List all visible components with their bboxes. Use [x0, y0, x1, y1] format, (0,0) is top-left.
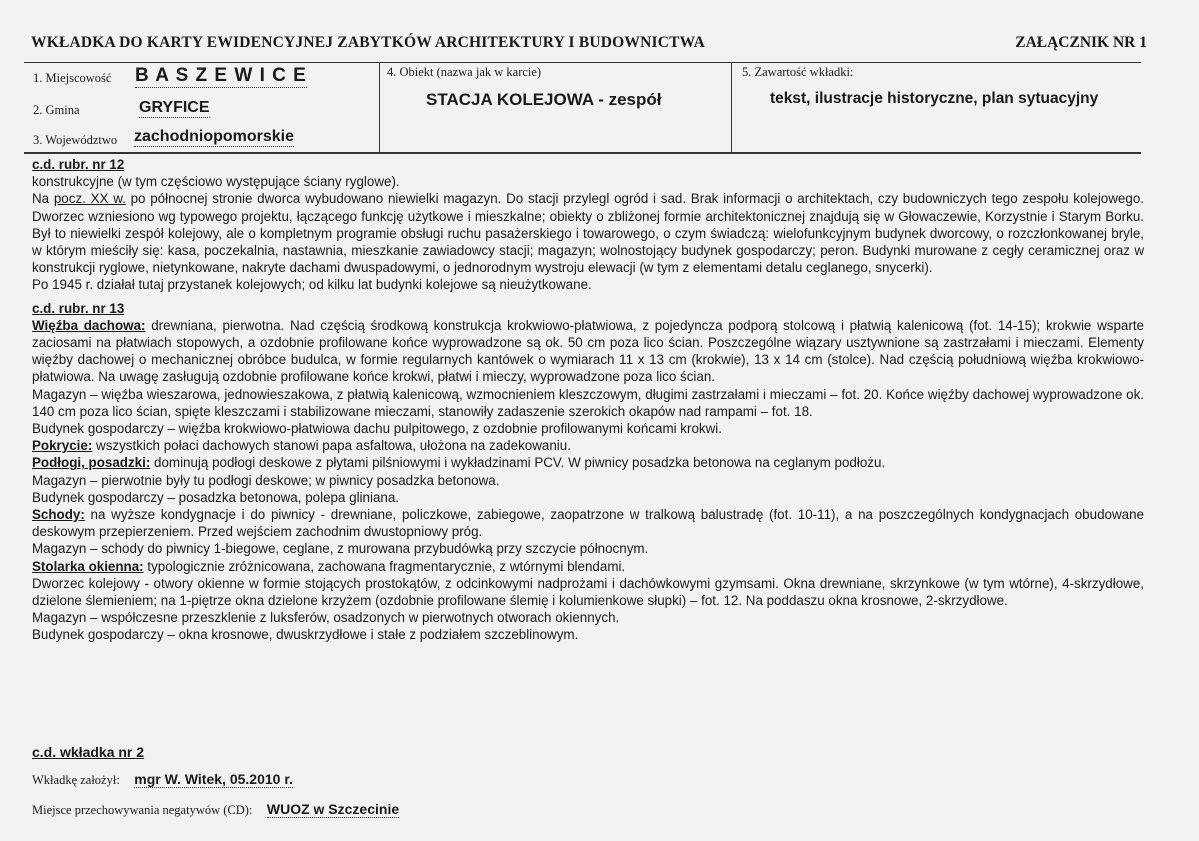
- floor-heading: Podłogi, posadzki:: [32, 455, 151, 471]
- date-underlined: pocz. XX w.: [53, 191, 126, 207]
- locality-value: B A S Z E W I C E: [135, 65, 307, 86]
- section-12-paragraph: konstrukcyjne (w tym częściowo występujące ściany ryglowe).: [32, 174, 400, 190]
- contents-value: tekst, ilustracje historyczne, plan sytuacyjny: [770, 90, 1099, 107]
- stairs-warehouse-paragraph: Magazyn – schody do piwnicy 1-biegowe, ceglane, z murowana przybudówką przy szczycie północnym.: [32, 541, 649, 557]
- object-column: [379, 63, 732, 152]
- author-line: [32, 771, 1132, 789]
- windows-heading: Stolarka okienna:: [32, 558, 144, 574]
- stairs-heading: Schody:: [32, 507, 85, 523]
- commune-label: 2. Gmina: [33, 103, 80, 117]
- text-run: na wyższe kondygnacje i do piwnicy - drewniane, policzkowe, zabiegowe, zaopatrzone w tralkową balustradę (fot. 10-11), a na poszczególnych kondygnacjach obudowane deskowym przepierzeniem. Przed wejściem zachodnim dwustopniowy próg.: [32, 507, 1144, 540]
- contents-column: [731, 63, 1141, 152]
- negatives-line: [32, 801, 1132, 819]
- roof-warehouse-paragraph: Magazyn – więźba wieszarowa, jednowieszakowa, z płatwią kalenicową, wzmocnieniem kleszczowym, długimi zastrzałami i mieczami – fot. 20. Końce więźby dachowej wyprowadzone ok. 140 cm poza lico ścian, spięte kleszczami i stabilizowane mieczami, stanowiły zadaszenie szerokich okapów nad rampami – fot. 18.: [32, 386, 1144, 419]
- text-run: Na: [32, 191, 54, 207]
- windows-warehouse-paragraph: Magazyn – współczesne przeszklenie z luksferów, osadzonych w pierwotnych otworach okiennych.: [32, 610, 620, 626]
- annex-number: ZAŁĄCZNIK NR 1: [1015, 34, 1147, 51]
- windows-paragraph: [32, 558, 1144, 575]
- floor-warehouse-paragraph: Magazyn – pierwotnie były tu podłogi deskowe; w piwnicy posadzka betonowa.: [32, 472, 500, 488]
- contents-label: 5. Zawartość wkładki:: [742, 65, 854, 79]
- voivodeship-label: 3. Województwo: [33, 133, 118, 147]
- text-run: po północnej stronie dworca wybudowano niewielki magazyn. Do stacji przylegl ogród i sad. Brak informacji o architektach, czy budowniczych tego zespołu kolejowego. Dworzec wzniesiono wg typowego projektu, łączącego funkcję użytkowe i mieszkalne; obiekty o zbliżonej formie architektonicznej znajdują się w Głowaczewie, Korzystnie i Starym Borku. Był to niewielki zespół kolejowy, ale o kompletnym programie obsługi ruchu pasażerskiego i towarowego, o czym świadczą: wielofunkcyjnym budynek dworcowy, o rozczłonkowanej bryle, w którym mieściły się: kasa, poczekalnia, nastawnia, mieszkanie zawiadowcy stacji; magazyn; wolnostojący budynek gospodarczy; peron. Budynki murowane z cegły ceramicznej oraz w konstrukcji ryglowe, nietynkowane, nakryte dachami dwuspadowymi, o jednorodnym wystroju elewacji (w tym z elementami detalu ceglanego, snycerki).: [32, 191, 1144, 276]
- roof-heading: Więźba dachowa:: [32, 317, 146, 333]
- floor-farm-paragraph: Budynek gospodarczy – posadzka betonowa, polepa gliniana.: [32, 489, 400, 505]
- commune-value: GRYFICE: [139, 99, 210, 116]
- text-run: typologicznie zróżnicowana, zachowana fragmentarycznie, z wtórnymi blendami.: [143, 558, 626, 574]
- windows-station-paragraph: Dworzec kolejowy - otwory okienne w formie stojących prostokątów, z odcinkowymi nadprożami i dachówkowymi gzymsami. Okna drewniane, skrzynkowe (w tym wtórne), 4-skrzydłowe, dzielone ślemieniem; na 1-piętrze okna dzielone krzyżem (ozdobnie profilowane ślemię i kolumienkowe słupki) – fot. 12. Na poddaszu okna krosnowe, 2-skrzydłowe.: [32, 575, 1144, 609]
- section-13-title: c.d. rubr. nr 13: [32, 300, 125, 316]
- windows-farm-paragraph: Budynek gospodarczy – okna krosnowe, dwuskrzydłowe i stałe z podziałem szczeblinowym.: [32, 627, 579, 643]
- author-value: mgr W. Witek, 05.2010 r.: [134, 771, 293, 787]
- text-run: drewniana, pierwotna. Nad częścią środkową konstrukcja krokwiowo-płatwiowa, z pojedyncza podporą stolcową i płatwią kalenicową (fot. 14-15); krokwie wsparte zaciosami na płatwiach stopowych, a ozdobnie profilowane końce wyprowadzone są ok. 50 cm poza lico ścian. Poszczególne wiązary usztywnione są zastrzałami i mieczami. Elementy więźby dachowej o mechanicznej obróbce budulca, w formie regularnych kantówek o wymiarach 11 x 13 cm (krokwie), 13 x 14 cm (stolce). Nad częścią południową więźba krokwiowo-płatwiowa. Na uwagę zasługują ozdobnie profilowane końce krokwi, płatwi i mieczy, wyprowadzone poza lico ścian.: [32, 317, 1144, 385]
- text-run: wszystkich połaci dachowych stanowi papa asfaltowa, ułożona na zadekowaniu.: [92, 438, 571, 454]
- cover-heading: Pokrycie:: [32, 438, 93, 454]
- roof-paragraph: [32, 317, 1144, 386]
- cover-paragraph: [32, 437, 1144, 454]
- text-run: dominują podłogi deskowe z płytami pilśniowymi i wykładzinami PCV. W piwnicy posadzka betonowa na ceglanym podłożu.: [150, 455, 886, 471]
- negatives-value: WUOZ w Szczecinie: [266, 801, 400, 817]
- locality-label: 1. Miejscowość: [33, 71, 112, 85]
- object-info-table: [24, 62, 1141, 154]
- document-body: [32, 156, 1144, 644]
- author-label: Wkładkę założył:: [32, 773, 120, 787]
- section-12-paragraph: Po 1945 r. działał tutaj przystanek kolejowych; od kilku lat budynki kolejowe są nieużytkowane.: [32, 277, 592, 293]
- roof-farm-paragraph: Budynek gospodarczy – więźba krokwiowo-płatwiowa dachu pulpitowego, z ozdobnie profilowanymi końcami krokwi.: [32, 421, 722, 437]
- object-value: STACJA KOLEJOWA - zespół: [426, 90, 662, 109]
- stairs-paragraph: [32, 506, 1144, 540]
- section-12-title: c.d. rubr. nr 12: [32, 157, 125, 172]
- object-label: 4. Obiekt (nazwa jak w karcie): [387, 65, 542, 79]
- voivodeship-value: zachodniopomorskie: [134, 128, 295, 145]
- negatives-label: Miejsce przechowywania negatywów (CD):: [32, 803, 253, 817]
- continuation-note: c.d. wkładka nr 2: [32, 744, 145, 760]
- floor-paragraph: [32, 454, 1144, 471]
- section-12-paragraph: [32, 190, 1144, 276]
- form-title: WKŁADKA DO KARTY EWIDENCYJNEJ ZABYTKÓW ARCHITEKTURY I BUDOWNICTWA: [31, 34, 706, 51]
- location-column: [24, 63, 379, 152]
